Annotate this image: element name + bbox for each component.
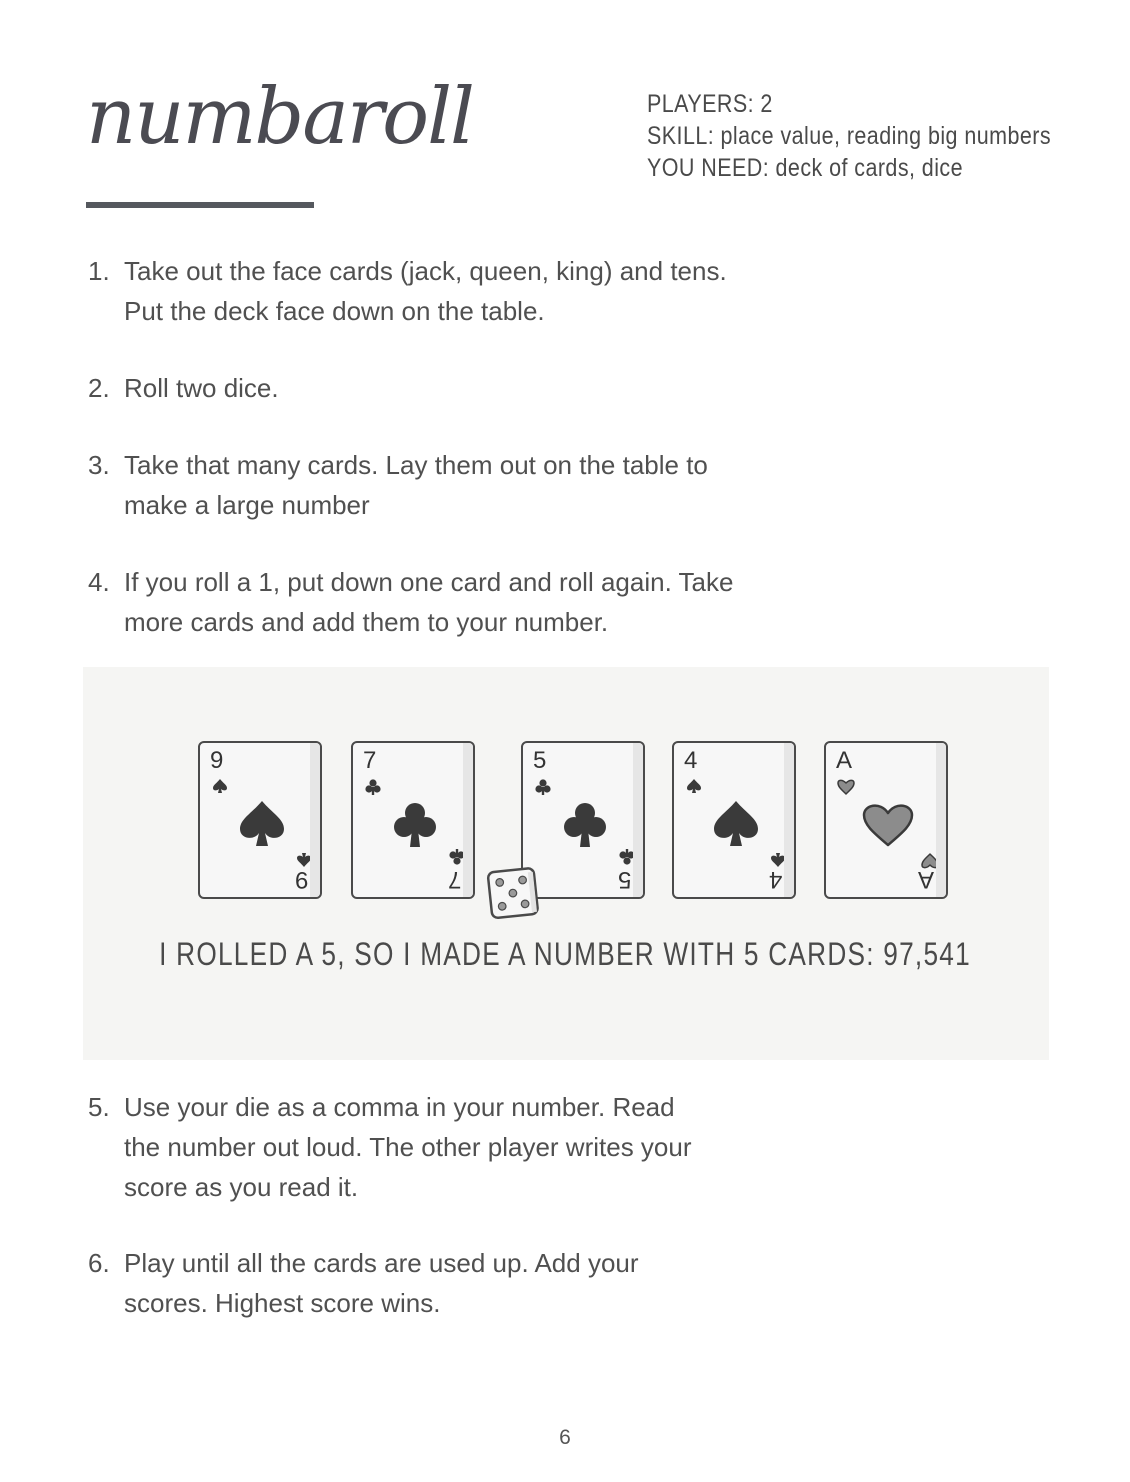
card-rank: 4: [684, 747, 698, 774]
skill-info: SKILL: place value, reading big numbers: [647, 122, 1052, 150]
step-number: 5.: [88, 1092, 110, 1122]
example-caption-text: I ROLLED A 5, SO I MADE A NUMBER WITH 5 CARDS: 97,541: [159, 936, 971, 972]
step-line: Play until all the cards are used up. Add your: [124, 1248, 639, 1278]
step-number: 4.: [88, 567, 110, 597]
step-line: Take that many cards. Lay them out on the table to: [124, 450, 708, 480]
step-line: score as you read it.: [124, 1172, 359, 1202]
card-rank: 7: [447, 866, 461, 893]
step-line: Take out the face cards (jack, queen, king) and tens.: [124, 256, 727, 286]
step-line: Roll two dice.: [124, 373, 279, 403]
step-line: make a large number: [124, 490, 370, 520]
step-line: more cards and add them to your number.: [124, 607, 609, 637]
card-rank: 9: [210, 747, 224, 774]
players-info: PLAYERS: 2: [647, 90, 773, 118]
step-line: the number out loud. The other player writes your: [124, 1132, 692, 1162]
die-five-icon: [486, 866, 542, 922]
card-rank: 4: [768, 866, 782, 893]
you-need-info: YOU NEED: deck of cards, dice: [647, 154, 963, 182]
step-number: 1.: [88, 256, 110, 286]
game-info: [647, 88, 1051, 184]
card-rank: 9: [294, 866, 308, 893]
card-rank: 5: [617, 866, 631, 893]
playing-card-seven-clubs: [351, 741, 475, 899]
step-number: 3.: [88, 450, 110, 480]
card-rank: 5: [533, 747, 547, 774]
step-line: Use your die as a comma in your number. Read: [124, 1092, 675, 1122]
step-line: If you roll a 1, put down one card and roll again. Take: [124, 567, 734, 597]
playing-card-ace-hearts: [824, 741, 948, 899]
card-rank: A: [917, 866, 934, 893]
example-caption: [0, 936, 1130, 973]
card-rank: 7: [363, 747, 377, 774]
step-line: Put the deck face down on the table.: [124, 296, 545, 326]
step-number: 2.: [88, 373, 110, 403]
page-title: numbaroll: [86, 72, 474, 162]
playing-card-nine-spades: [198, 741, 322, 899]
card-rank: A: [836, 747, 853, 774]
step-number: 6.: [88, 1248, 110, 1278]
step-line: scores. Highest score wins.: [124, 1288, 441, 1318]
page-number: 6: [559, 1426, 571, 1449]
title-underline: [86, 202, 314, 208]
playing-card-four-spades: [672, 741, 796, 899]
